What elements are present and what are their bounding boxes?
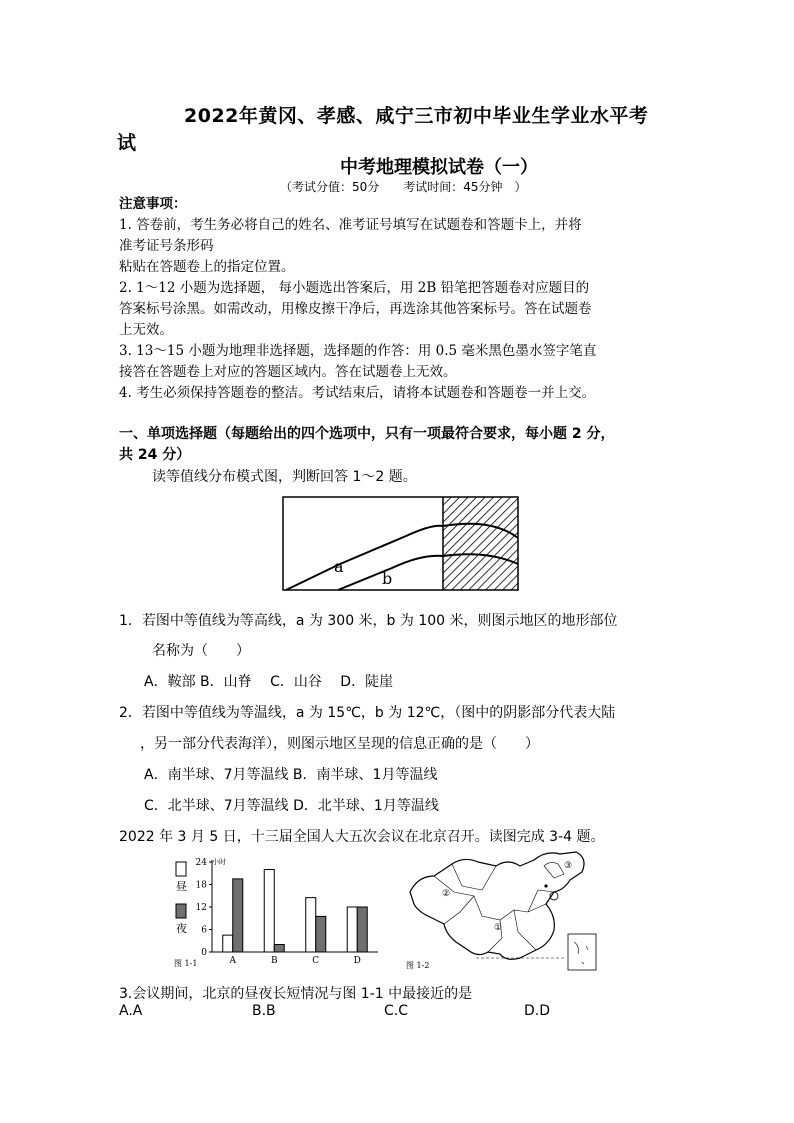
map-caption: 图 1-2 bbox=[406, 961, 430, 970]
daylength-chart bbox=[172, 854, 382, 972]
legend-day-swatch bbox=[176, 862, 186, 876]
bar-day-B bbox=[264, 870, 274, 953]
bar-night-C bbox=[316, 916, 326, 952]
notes-line: 答案标号涂黑。如需改动，用橡皮擦干净后，再选涂其他答案标号。答在试题卷 bbox=[119, 301, 592, 317]
y-tick-label: 24 bbox=[195, 858, 207, 868]
y-tick-label: 0 bbox=[201, 948, 207, 958]
bar-day-A bbox=[223, 935, 233, 952]
exam-title-line1: 2022年黄冈、孝感、咸宁三市初中毕业生学业水平考 bbox=[184, 105, 649, 127]
y-tick-label: 12 bbox=[195, 903, 207, 913]
x-tick-label: A bbox=[229, 956, 236, 966]
x-tick-label: D bbox=[353, 956, 361, 966]
notes-line: 1. 答卷前，考生务必将自己的姓名、准考证号填写在试题卷和答题卡上，并将 bbox=[119, 217, 582, 233]
q3-option-b: B.B bbox=[252, 1003, 276, 1019]
map-label-1: ① bbox=[494, 923, 503, 933]
south-sea-inset bbox=[568, 934, 596, 970]
china-map-figure bbox=[404, 846, 604, 974]
land-hatch bbox=[443, 497, 518, 590]
q2-options-2: C．北半球、7月等温线 D．北半球、1月等温线 bbox=[144, 798, 439, 814]
q2-options-1: A．南半球、7月等温线 B．南半球、1月等温线 bbox=[144, 767, 438, 783]
exam-info: （考试分值：50分 考试时间：45分钟 ） bbox=[280, 180, 527, 194]
section1-heading-line1: 一、单项选择题（每题给出的四个选项中，只有一项最符合要求，每小题 2 分， bbox=[119, 426, 615, 442]
y-tick-label: 18 bbox=[195, 880, 207, 891]
beijing-dot bbox=[544, 884, 547, 887]
q3-stem: 3.会议期间，北京的昼夜长短情况与图 1-1 中最接近的是 bbox=[119, 986, 473, 1002]
bar-night-D bbox=[357, 907, 367, 952]
q1-stem-line2: 名称为（ ） bbox=[152, 643, 250, 659]
y-tick-label: 6 bbox=[201, 925, 207, 936]
q3-option-c: C.C bbox=[384, 1003, 409, 1019]
bar-day-C bbox=[306, 898, 316, 952]
q3-option-d: D.D bbox=[524, 1003, 551, 1019]
isoline-figure bbox=[282, 496, 520, 592]
q2-stem-line2: ，另一部分代表海洋），则图示地区呈现的信息正确的是（ ） bbox=[140, 736, 539, 752]
bar-night-A bbox=[233, 879, 243, 952]
isoline-a-label: a bbox=[334, 557, 344, 576]
exam-subtitle: 中考地理模拟试卷（一） bbox=[340, 157, 538, 178]
notes-line: 2. 1～12 小题为选择题， 每小题选出答案后，用 2B 铅笔把答题卷对应题目的 bbox=[119, 280, 590, 296]
legend-day-label: 昼 bbox=[176, 880, 187, 893]
q34-intro: 2022 年 3 月 5 日，十三届全国人大五次会议在北京召开。读图完成 3-4 题。 bbox=[119, 829, 605, 845]
chart-caption: 图 1-1 bbox=[174, 959, 198, 968]
map-northeast bbox=[544, 862, 564, 878]
exam-title-line2: 试 bbox=[117, 132, 137, 154]
section1-intro: 读等值线分布模式图，判断回答 1～2 题。 bbox=[152, 469, 417, 485]
notes-line: 准考证号条形码 bbox=[119, 238, 214, 254]
q1-options: A．鞍部 B．山脊 C．山谷 D．陡崖 bbox=[144, 674, 394, 690]
x-tick-label: C bbox=[312, 956, 320, 966]
notes-heading: 注意事项： bbox=[119, 196, 187, 212]
notes-line: 接答在答题卷上对应的答题区域内。答在试题卷上无效。 bbox=[119, 364, 457, 380]
notes-line: 粘贴在答题卷上的指定位置。 bbox=[119, 259, 295, 275]
x-tick-label: B bbox=[270, 956, 278, 966]
section1-heading-line2: 共 24 分） bbox=[119, 447, 191, 463]
map-label-2: ② bbox=[442, 889, 451, 899]
q3-option-a: A.A bbox=[119, 1003, 143, 1019]
notes-line: 3. 13～15 小题为地理非选择题，选择题的作答：用 0.5 毫米黑色墨水签字笔直 bbox=[119, 343, 597, 359]
bar-night-B bbox=[274, 945, 284, 953]
notes-line: 上无效。 bbox=[119, 322, 173, 338]
q1-stem-line1: 1．若图中等值线为等高线，a 为 300 米，b 为 100 米，则图示地区的地形部位 bbox=[119, 613, 618, 629]
y-axis-unit: 小时 bbox=[212, 858, 226, 866]
isoline-b-label: b bbox=[382, 569, 393, 588]
legend-night-label: 夜 bbox=[176, 922, 187, 935]
bar-day-D bbox=[347, 907, 357, 952]
map-label-3: ③ bbox=[564, 861, 573, 871]
legend-night-swatch bbox=[176, 904, 186, 918]
notes-line: 4. 考生必须保持答题卷的整洁。考试结束后，请将本试题卷和答题卷一并上交。 bbox=[119, 385, 596, 401]
map-province-lines bbox=[434, 876, 546, 920]
q2-stem-line1: 2．若图中等值线为等温线，a 为 15℃，b 为 12℃，（图中的阴影部分代表大陆 bbox=[119, 705, 616, 721]
